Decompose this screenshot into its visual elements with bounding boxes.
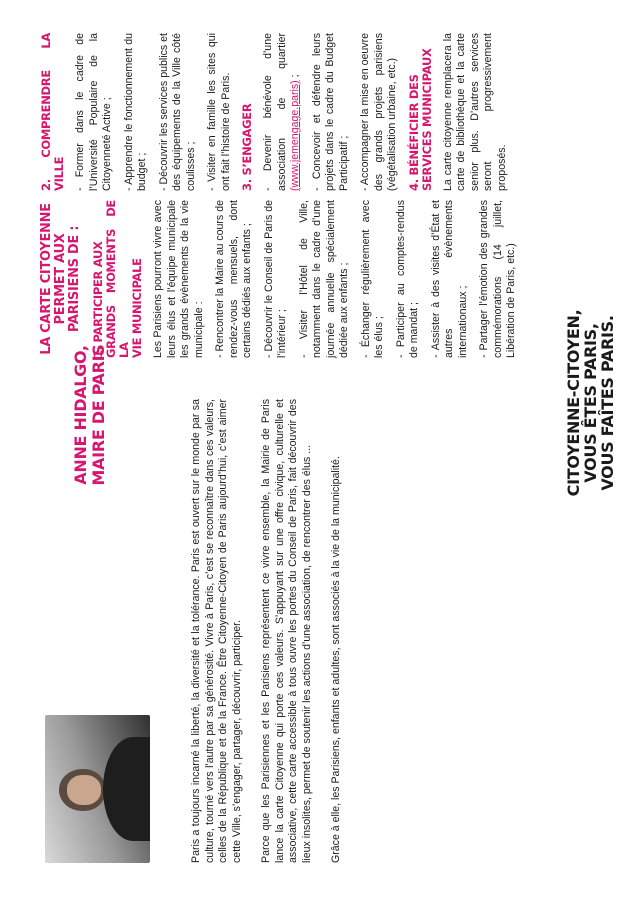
section-list-item: - Participer au comptes-rendus de mandat ; — [394, 200, 420, 358]
section-title-participer: 1. PARTICIPER AUX GRANDS MOMENTS DE LA VIE MUNICIPALE — [91, 200, 144, 358]
intro-paragraph: Parce que les Parisiennes et les Parisiens représentent ce vivre ensemble, la Mairie de Paris lance la carte Citoyenne qui porte ces valeurs. S’appuyant sur une offre civique, culturelle et associative, cette carte accessible à tous ouvre les portes du Conseil de Paris, fait découvrir des lieux insolites, permet de soutenir les actions d’une association, de rencontrer des élus ... — [260, 399, 313, 863]
intro-paragraph: Grâce à elle, les Parisiens, enfants et adultes, sont associés à la vie de la municipalité. — [330, 456, 342, 863]
section-title-beneficier: 4. BÉNÉFICIER DES SERVICES MUNICIPAUX — [406, 48, 434, 191]
section-list-item: - Découvrir le Conseil de Paris de l’intérieur ; — [262, 200, 288, 358]
section-list-item: - Assister à des visites d’État et autres évènements internationaux ; — [429, 200, 469, 358]
section-list-item: - Apprendre le fonctionnement du budget ; — [122, 33, 148, 191]
section-list-item: - Échanger régulièrement avec les élus ; — [359, 200, 385, 358]
section-list-item: - Former dans le cadre de l’Université Populaire de la Citoyenneté Active ; — [74, 33, 113, 191]
author-name: ANNE HIDALGO, — [71, 345, 90, 485]
section-list-item: - Découvrir les services publics et des équipements de la Ville côté coulisses ; — [157, 33, 197, 191]
section-list-item: - Visiter l’Hôtel de Ville, notamment dans le cadre d’une journée annuelle spécialement dédiée aux enfants ; — [297, 200, 350, 358]
section-list-item: - Devenir bénévole d’une association de quartier (www.jemengage.paris) ; — [262, 33, 301, 191]
author-role: MAIRE DE PARIS — [89, 344, 108, 486]
section-list-item: - Rencontrer la Maire au cours de rendez-vous mensuels, dont certains dédiés aux enfants ; — [214, 200, 253, 358]
section-list-item: - Visiter en famille les sites qui ont fait l’histoire de Paris. — [206, 33, 232, 191]
section-paragraph: La carte citoyenne remplacera la carte de bibliothèque et la carte senior plus. D’autres services seront progressivement proposés. — [441, 33, 508, 191]
section-list-item: - Accompagner la mise en oeuvre des grands projets parisiens (végétalisation urbaine, etc.) — [359, 33, 398, 191]
section-title-comprendre: 2. COMPRENDRE LA VILLE — [39, 33, 66, 191]
slogan — [565, 233, 616, 573]
section-paragraph: Les Parisiens pourront vivre avec leurs élus et l’équipe municipale les grands évènements de la vie municipale : — [152, 200, 205, 358]
slogan-line: VOUS FAÎTES PARIS. — [598, 315, 617, 491]
card-benefits-column — [40, 200, 527, 358]
section-list-item: - Partager l’émotion des grandes commémorations (14 juillet, Libération de Paris, etc.) — [478, 200, 517, 358]
slogan-line: CITOYENNE-CITOYEN, — [564, 309, 583, 497]
card-title: LA CARTE CITOYENNE PERMET AUX PARISIENS DE : — [39, 203, 82, 355]
jemengage-link[interactable]: (www.jemengage.paris) — [289, 80, 301, 191]
card-benefits-column-2 — [40, 33, 517, 191]
section-title-engager: 3. S’ENGAGER — [240, 103, 254, 191]
intro-paragraph: Paris a toujours incarné la liberté, la diversité et la tolérance. Paris est ouvert sur le monde par sa culture, tourné vers l’autre par sa générosité. Vivre à Paris, c’est se reconnaître dans ces valeurs, celles de la République et de la France. Être Citoyenne-Citoyen de Paris aujourd’hui, c’est aimer cette Ville, s’engager, partager, découvrir, participer. — [190, 399, 243, 863]
mayor-portrait-photo — [45, 715, 150, 863]
intro-text — [190, 399, 360, 863]
section-list-item: - Concevoir et défendre leurs projets dans le cadre du Budget Participatif ; — [310, 33, 350, 191]
slogan-line: VOUS ÊTES PARIS, — [581, 323, 600, 483]
